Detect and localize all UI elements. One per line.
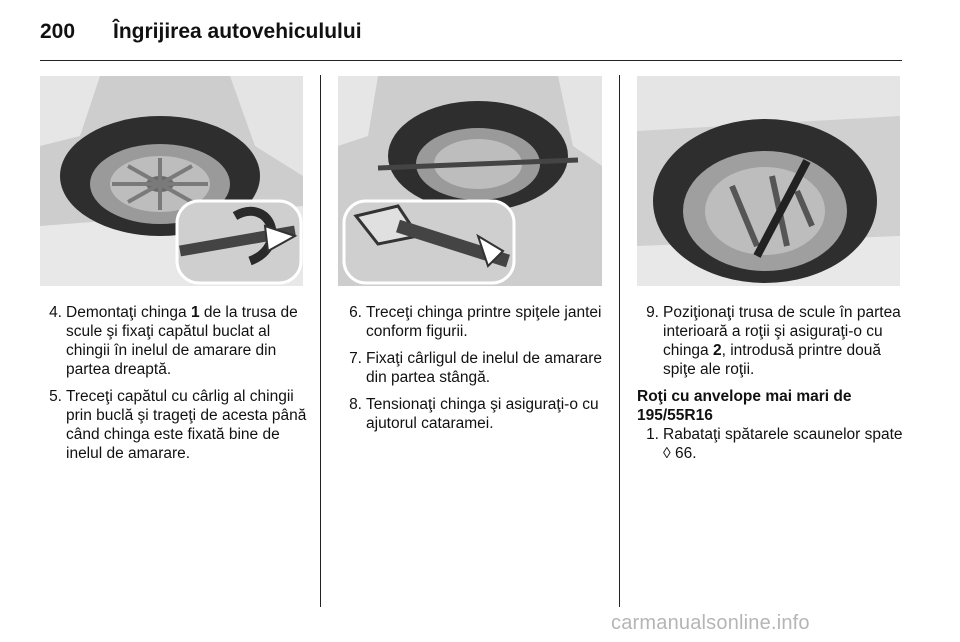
- figure-strap-hook: [338, 76, 602, 286]
- page-header: [40, 20, 902, 60]
- column-2-text: [340, 303, 608, 441]
- spare-wheel-strap-illustration: [40, 76, 303, 286]
- column-divider-1: [320, 75, 321, 607]
- figure-toolkit-in-wheel: [637, 76, 900, 286]
- header-divider: [40, 60, 902, 61]
- list-item: 8. Tensionaţi chinga şi asiguraţi-o cu ajutorul cataramei.: [349, 396, 599, 432]
- list-item: 5. Treceţi capătul cu cârlig al chingii prin buclă şi trageţi de acesta până când chinga este fixată bine de inelul de amarare.: [49, 388, 307, 462]
- figure-spare-wheel-strap: [40, 76, 303, 286]
- list-item: 6. Treceţi chinga printre spiţele jantei conform figurii.: [349, 304, 602, 340]
- column-1-text: [40, 303, 308, 471]
- spare-wheel-strap-hook-illustration: [338, 76, 602, 286]
- page-reference-icon: ◊: [663, 445, 671, 462]
- list-item: 9. Poziţionaţi trusa de scule în partea interioară a roţii şi asiguraţi-o cu chinga 2, introdusă printre două spiţe ale roţii.: [646, 304, 901, 378]
- column-divider-2: [619, 75, 620, 607]
- spare-wheel-toolkit-illustration: [637, 76, 900, 286]
- section-subheading: Roţi cu anvelope mai mari de 195/55R16: [637, 388, 852, 424]
- page-number: 200: [40, 20, 76, 43]
- page-title: Îngrijirea autovehiculului: [113, 20, 362, 43]
- list-item: 1. Rabataţi spătarele scaunelor spate ◊ 66.: [646, 426, 903, 462]
- column-3-text: [637, 303, 907, 471]
- watermark: carmanualsonline.info: [611, 612, 810, 634]
- page-reference-link[interactable]: 66.: [670, 445, 697, 462]
- list-item: 4. Demontaţi chinga 1 de la trusa de scule şi fixaţi capătul buclat al chingii în inelul de amarare din partea dreaptă.: [49, 304, 298, 378]
- list-item: 7. Fixaţi cârligul de inelul de amarare din partea stângă.: [349, 350, 603, 386]
